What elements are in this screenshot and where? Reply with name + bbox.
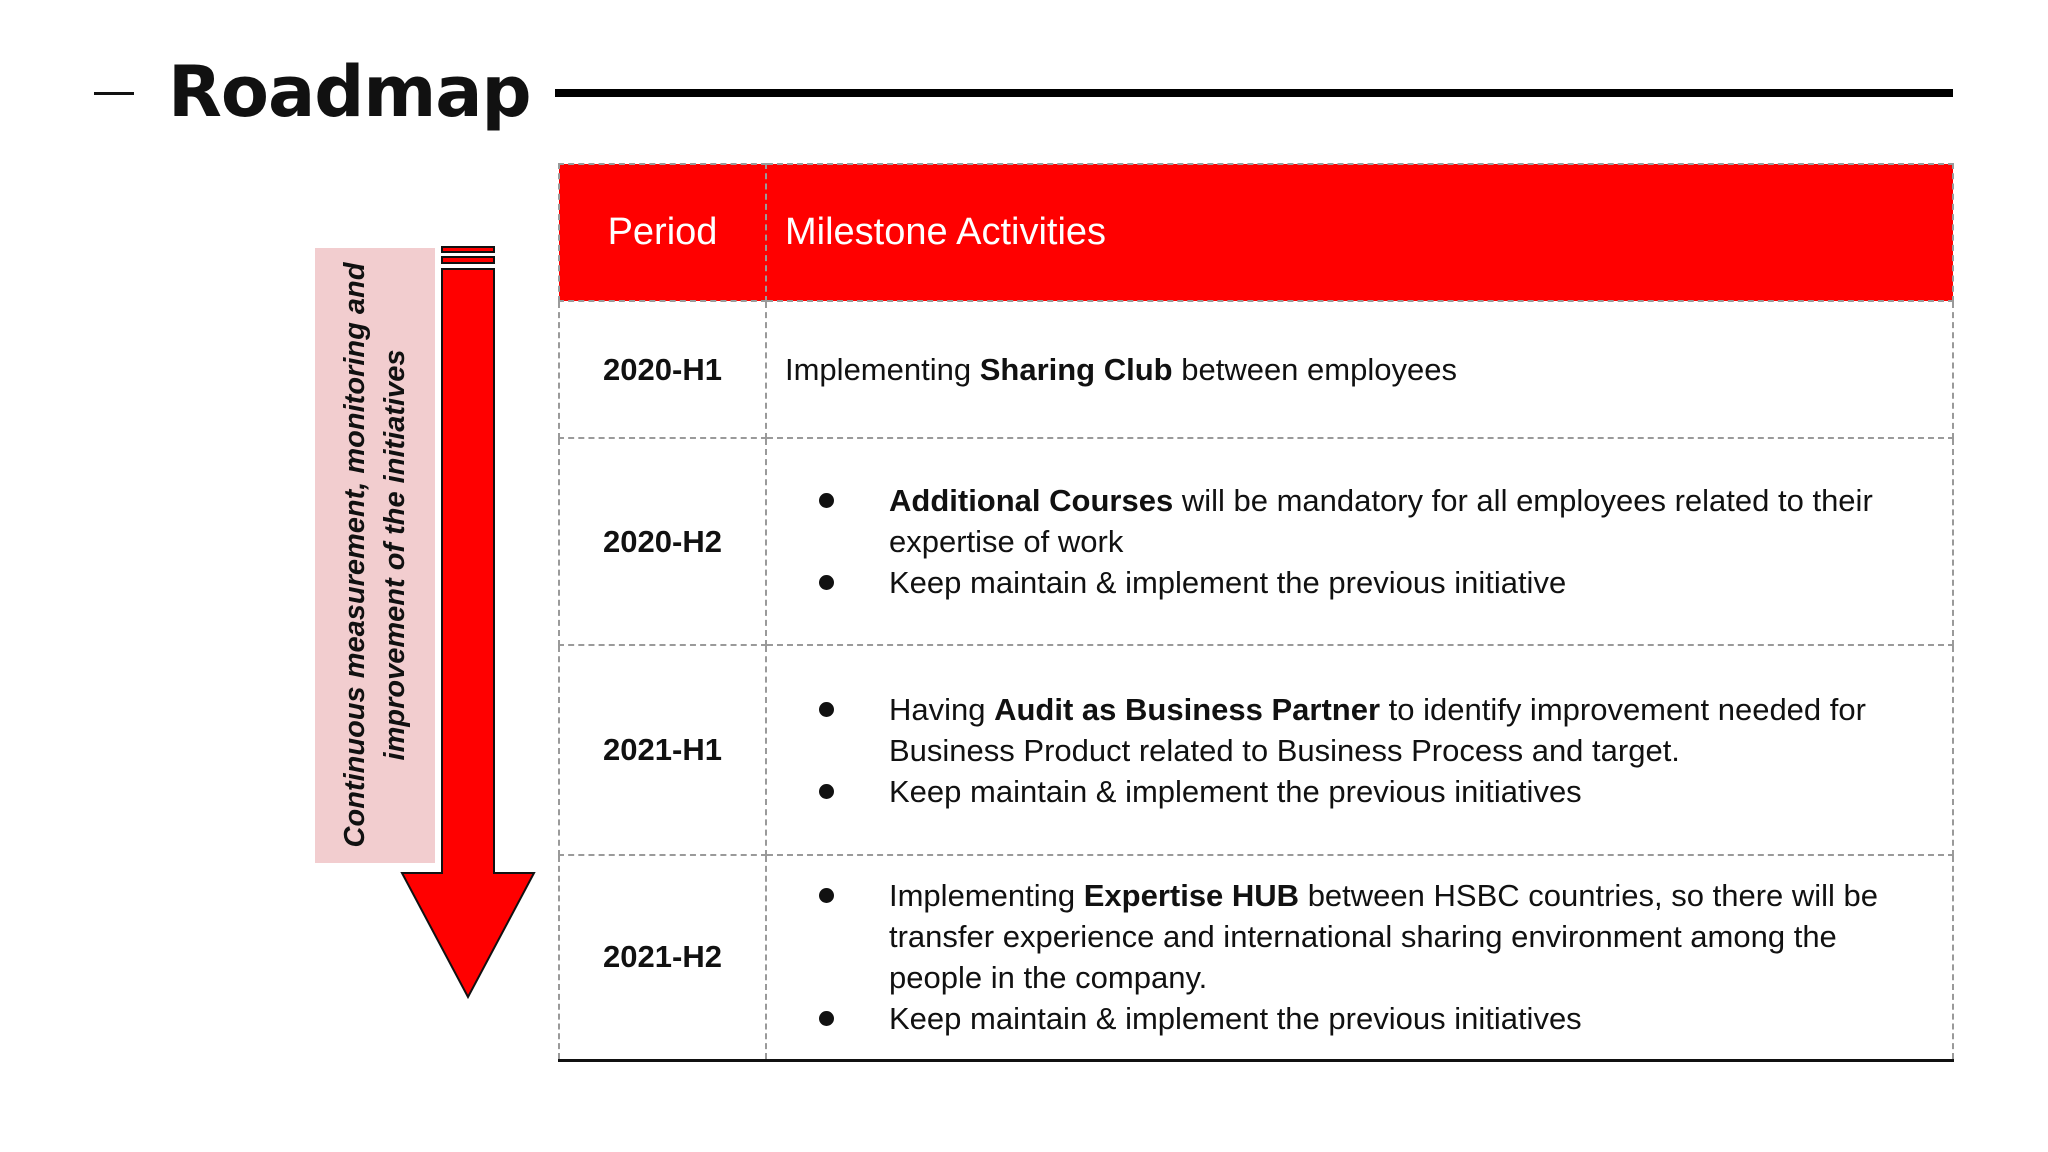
period-cell: 2020-H2 bbox=[559, 438, 766, 645]
down-arrow-icon bbox=[400, 245, 538, 1000]
bullet-icon bbox=[819, 1011, 834, 1026]
page-title: Roadmap bbox=[168, 51, 531, 133]
period-cell: 2020-H1 bbox=[559, 301, 766, 438]
list-item: Keep maintain & implement the previous initiatives bbox=[785, 771, 1934, 812]
list-item: Keep maintain & implement the previous initiative bbox=[785, 562, 1934, 603]
title-rule bbox=[555, 89, 1953, 97]
bullet-icon bbox=[819, 575, 834, 590]
list-item: Keep maintain & implement the previous initiatives bbox=[785, 998, 1934, 1039]
side-label-text: Continuous measurement, monitoring and improvement of the initiatives bbox=[339, 262, 411, 848]
activity-text: Implementing Sharing Club between employees bbox=[785, 352, 1457, 387]
table-row bbox=[559, 855, 1953, 1060]
bullet-icon bbox=[819, 888, 834, 903]
table-row bbox=[559, 438, 1953, 645]
title-dash bbox=[94, 92, 134, 95]
period-cell: 2021-H2 bbox=[559, 855, 766, 1060]
bullet-icon bbox=[819, 702, 834, 717]
table-header-row bbox=[559, 164, 1953, 301]
header-period: Period bbox=[559, 164, 766, 301]
activities-cell bbox=[766, 438, 1953, 645]
table-row bbox=[559, 645, 1953, 855]
list-item: Having Audit as Business Partner to identify improvement needed for Business Product related to Business Process and target. bbox=[785, 689, 1934, 771]
bullet-icon bbox=[819, 493, 834, 508]
header-activities: Milestone Activities bbox=[766, 164, 1953, 301]
bullet-icon bbox=[819, 784, 834, 799]
activities-cell bbox=[766, 301, 1953, 438]
table-row bbox=[559, 301, 1953, 438]
activities-cell bbox=[766, 645, 1953, 855]
activities-cell bbox=[766, 855, 1953, 1060]
period-cell: 2021-H1 bbox=[559, 645, 766, 855]
list-item: Implementing Expertise HUB between HSBC countries, so there will be transfer experience and international sharing environment among the people in the company. bbox=[785, 875, 1934, 998]
roadmap-table bbox=[558, 163, 1954, 1062]
list-item: Additional Courses will be mandatory for all employees related to their expertise of work bbox=[785, 480, 1934, 562]
